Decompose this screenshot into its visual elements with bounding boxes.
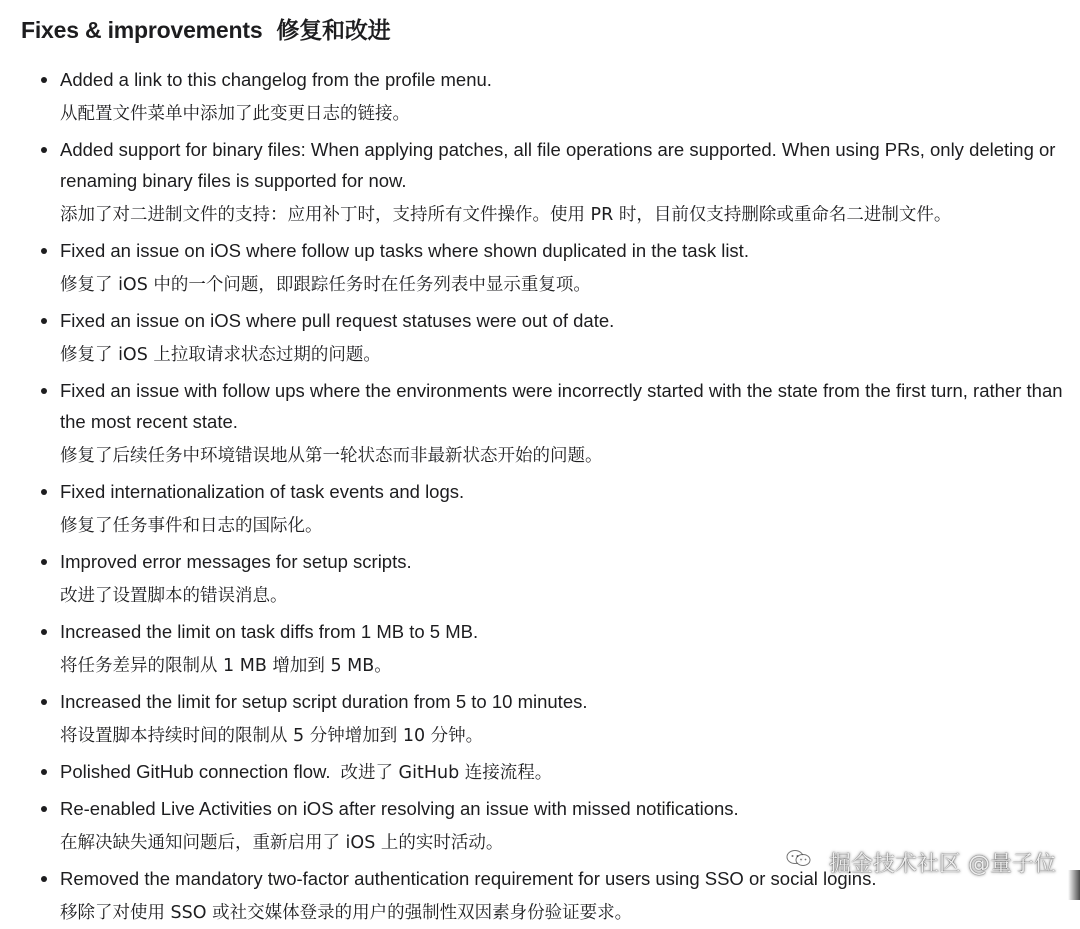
list-item xyxy=(0,375,1080,472)
changelog-list xyxy=(0,64,1080,929)
item-text-cn: 修复了任务事件和日志的国际化。 xyxy=(60,516,323,536)
item-text-cn: 修复了 iOS 中的一个问题，即跟踪任务时在任务列表中显示重复项。 xyxy=(60,275,591,295)
item-text-en: Fixed an issue on iOS where pull request statuses were out of date. xyxy=(60,310,615,331)
bullet-icon xyxy=(41,876,47,882)
list-item xyxy=(0,686,1080,752)
bullet-icon xyxy=(41,147,47,153)
bullet-icon xyxy=(41,806,47,812)
list-item xyxy=(0,616,1080,682)
item-text-cn: 移除了对使用 SSO 或社交媒体登录的用户的强制性双因素身份验证要求。 xyxy=(60,903,633,923)
list-item xyxy=(0,134,1080,231)
item-text-en: Removed the mandatory two-factor authentication requirement for users using SSO or social logins. xyxy=(60,868,877,889)
list-item xyxy=(0,64,1080,130)
bullet-icon xyxy=(41,769,47,775)
item-text-en: Added a link to this changelog from the profile menu. xyxy=(60,69,492,90)
heading-zh: 修复和改进 xyxy=(276,17,391,43)
item-text-en: Fixed an issue on iOS where follow up tasks where shown duplicated in the task list. xyxy=(60,240,749,261)
bullet-icon xyxy=(41,318,47,324)
bullet-icon xyxy=(41,248,47,254)
bullet-icon xyxy=(41,77,47,83)
item-text-en: Fixed internationalization of task events and logs. xyxy=(60,481,465,502)
bullet-icon xyxy=(41,388,47,394)
item-text-cn: 修复了后续任务中环境错误地从第一轮状态而非最新状态开始的问题。 xyxy=(60,446,603,466)
item-text-cn: 将任务差异的限制从 1 MB 增加到 5 MB。 xyxy=(60,656,392,676)
watermark: 掘金技术社区 @量子位 xyxy=(829,852,1056,877)
item-text-cn: 添加了对二进制文件的支持：应用补丁时，支持所有文件操作。使用 PR 时，目前仅支持删除或重命名二进制文件。 xyxy=(60,205,952,225)
bullet-icon xyxy=(41,489,47,495)
bullet-icon xyxy=(41,629,47,635)
item-text-en: Added support for binary files: When applying patches, all file operations are supported. When using PRs, only deleting or renaming binary files is supported for now. xyxy=(60,139,1056,191)
item-text-cn: 将设置脚本持续时间的限制从 5 分钟增加到 10 分钟。 xyxy=(60,726,484,746)
item-text-en: Improved error messages for setup scripts. xyxy=(60,551,412,572)
item-text-en: Fixed an issue with follow ups where the environments were incorrectly started with the state from the first turn, rather than the most recent state. xyxy=(60,380,1063,432)
section-heading xyxy=(21,12,390,45)
list-item xyxy=(0,235,1080,301)
list-item xyxy=(0,756,1080,789)
item-text-en: Increased the limit for setup script duration from 5 to 10 minutes. xyxy=(60,691,588,712)
heading-en: Fixes & improvements xyxy=(21,17,263,43)
corner-shade xyxy=(1068,870,1080,900)
wechat-icon xyxy=(786,849,812,867)
item-text-en: Increased the limit on task diffs from 1 MB to 5 MB. xyxy=(60,621,479,642)
item-text-cn: 改进了 GitHub 连接流程。 xyxy=(340,763,553,783)
item-text-en: Polished GitHub connection flow. xyxy=(60,761,331,782)
list-item xyxy=(0,305,1080,371)
item-text-en: Re-enabled Live Activities on iOS after resolving an issue with missed notifications. xyxy=(60,798,739,819)
list-item xyxy=(0,546,1080,612)
bullet-icon xyxy=(41,559,47,565)
item-text-cn: 改进了设置脚本的错误消息。 xyxy=(60,586,288,606)
item-text-cn: 在解决缺失通知问题后，重新启用了 iOS 上的实时活动。 xyxy=(60,833,504,853)
item-text-cn: 修复了 iOS 上拉取请求状态过期的问题。 xyxy=(60,345,381,365)
list-item xyxy=(0,476,1080,542)
item-text-cn: 从配置文件菜单中添加了此变更日志的链接。 xyxy=(60,104,410,124)
bullet-icon xyxy=(41,699,47,705)
